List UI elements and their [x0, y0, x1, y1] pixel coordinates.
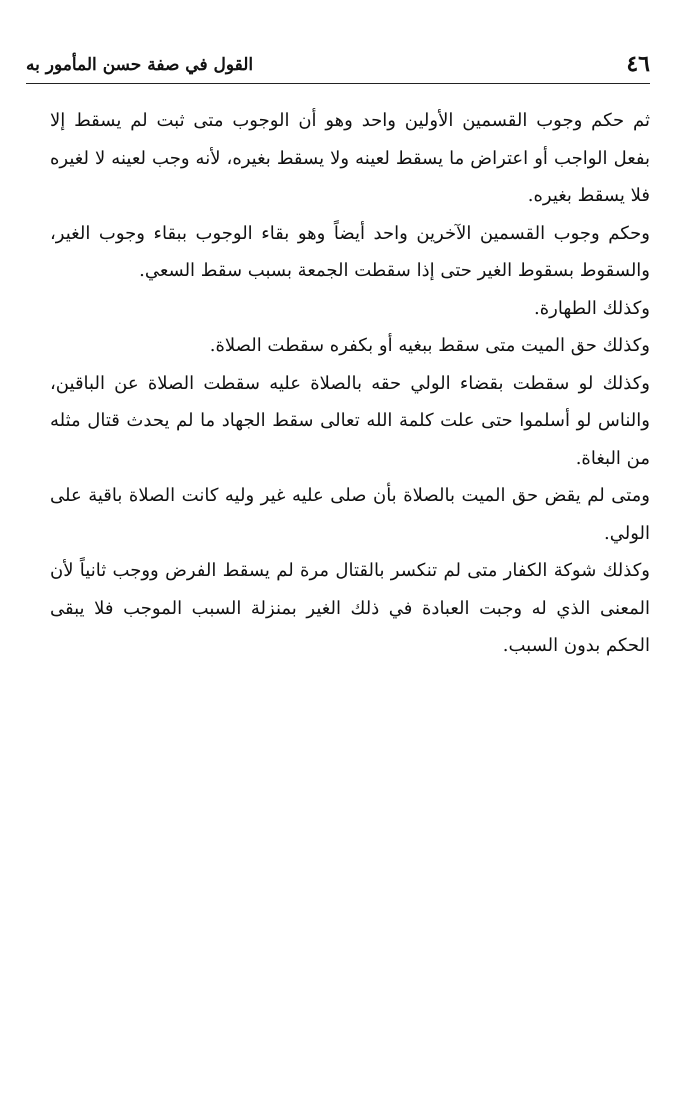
- running-title: القول في صفة حسن المأمور به: [26, 55, 254, 75]
- paragraph: وكذلك لو سقطت بقضاء الولي حقه بالصلاة عليه سقطت الصلاة عن الباقين، والناس لو أسلموا حتى علت كلمة الله تعالى سقط الجهاد ما لم يحدث قتال مثله من البغاة.: [50, 372, 650, 469]
- header-divider: [26, 83, 650, 84]
- page-header: [26, 44, 650, 84]
- paragraph: وكذلك شوكة الكفار متى لم تنكسر بالقتال مرة لم يسقط الفرض ووجب ثانياً لأن المعنى الذي له وجبت العبادة في ذلك الغير بمنزلة السبب الموجب فلا يبقى الحكم بدون السبب.: [50, 560, 650, 656]
- paragraph: وكذلك الطهارة.: [534, 297, 650, 319]
- page-number: ٤٦: [626, 51, 650, 77]
- paragraph: وحكم وجوب القسمين الآخرين واحد أيضاً وهو بقاء الوجوب ببقاء وجوب الغير، والسقوط بسقوط الغير حتى إذا سقطت الجمعة بسبب سقط السعي.: [50, 222, 650, 281]
- paragraph: ثم حكم وجوب القسمين الأولين واحد وهو أن الوجوب متى ثبت لم يسقط إلا بفعل الواجب أو اعتراض ما يسقط لعينه ولا يسقط بغيره، لأنه وجب لعينه لا لغيره فلا يسقط بغيره.: [50, 110, 650, 206]
- paragraph: وكذلك حق الميت متى سقط ببغيه أو بكفره سقطت الصلاة.: [209, 335, 650, 356]
- paragraph: ومتى لم يقض حق الميت بالصلاة بأن صلى عليه غير وليه كانت الصلاة باقية على الولي.: [50, 485, 650, 544]
- body-text: [50, 102, 650, 665]
